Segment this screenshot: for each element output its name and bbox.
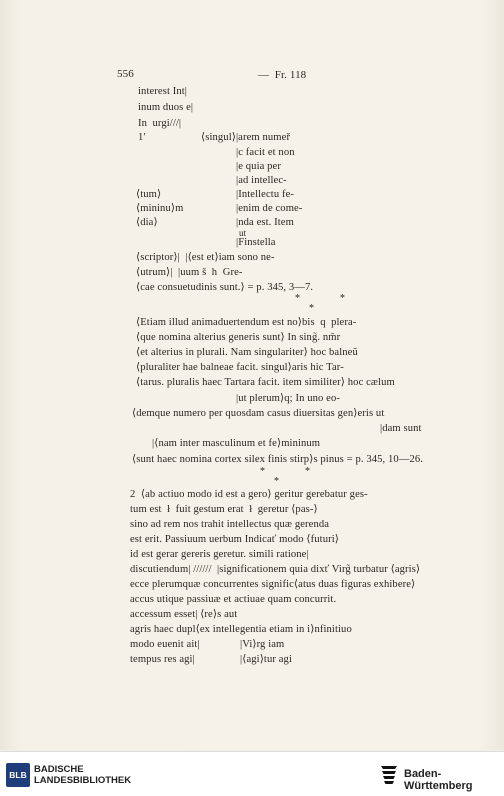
text-line: ecce plerumquæ concurrentes signific⟨atus duas figuras exhibere⟩ (130, 579, 416, 590)
baden-wuerttemberg-coat-of-arms-icon (378, 762, 400, 788)
text-line: ⟨utrum⟩| |uum š h Gre- (136, 267, 243, 278)
library-name-line1: BADISCHE (34, 764, 84, 775)
state-label: Baden-Württemberg (404, 768, 473, 792)
text-line: |dam sunt (380, 423, 422, 434)
text-line: accessum esset| ⟨re⟩s aut (130, 609, 238, 620)
text-line: inum duos e| (138, 102, 194, 113)
section-stars: * (274, 476, 285, 487)
text-line: sino ad rem nos trahit intellectus quæ gerenda (130, 519, 330, 530)
text-line: ut (239, 228, 247, 238)
text-line: |ut plerum⟩q; In uno eo- (236, 393, 340, 404)
text-line: discutiendum| ////// |significationem quia dixť Virg̃ turbatur ⟨agris⟩ (130, 564, 421, 575)
text-line: tempus res agi| (130, 654, 195, 665)
text-line: ⟨scriptor⟩| |⟨est et⟩iam sono ne- (136, 252, 275, 263)
text-line: |Vi⟩rg iam (240, 639, 285, 650)
text-line: ⟨pluraliter hae balneae facit. singul⟩aris hic Tar- (136, 362, 344, 373)
text-line: ⟨que nomina alterius generis sunt⟩ In sing̃. nm̃r (136, 332, 341, 343)
text-line: ⟨dia⟩ (136, 217, 158, 228)
library-name-line2: LANDESBIBLIOTHEK (34, 775, 132, 786)
text-line: est erit. Passiuum uerbum Indicať modo ⟨futuri⟩ (130, 534, 340, 545)
section-stars: * (309, 303, 320, 314)
text-line: ⟨singul⟩|arem numeř (201, 132, 291, 143)
text-line: ⟨mininu⟩m (136, 203, 184, 214)
text-line: |nda est. Item (236, 217, 294, 228)
text-line: In urgi///| (138, 118, 182, 129)
blb-logo[interactable]: BLB (6, 763, 30, 787)
text-line: id est gerar gereris geretur. simili ratione| (130, 549, 309, 560)
text-line: accus utique passiuæ et actiuae quam concurrit. (130, 594, 337, 605)
text-line: |⟨agi⟩tur agi (240, 654, 292, 665)
text-line: ⟨cae consuetudinis sunt.⟩ = p. 345, 3—7. (136, 282, 314, 293)
footer-bar (0, 751, 504, 796)
text-line: 2 ⟨ab actiuo modo id est a gero⟩ geritur gerebatur ges- (130, 489, 368, 500)
text-line: interest Int| (138, 86, 188, 97)
section-stars: * * (295, 293, 351, 304)
text-line: ⟨tarus. pluralis haec Tartara facit. item similiter⟩ hoc cælum (136, 377, 395, 388)
text-line: 1ʹ (138, 132, 146, 143)
text-line: |Finstella (236, 237, 276, 248)
text-line: |c facit et non (236, 147, 295, 158)
text-line: |e quia per (236, 161, 281, 172)
text-line: ⟨Etiam illud animaduertendum est no⟩bis q plera- (136, 317, 357, 328)
text-line: ⟨tum⟩ (136, 189, 162, 200)
text-line: ⟨demque numero per quosdam casus diuersitas gen⟩eris ut (132, 408, 385, 419)
text-line: ⟨sunt haec nomina cortex silex finis stirp⟩s pinus = p. 345, 10—26. (132, 454, 424, 465)
text-line: |Intellectu fe- (236, 189, 295, 200)
text-line: ⟨et alterius in plurali. Nam singulariter⟩ hoc balneũ (136, 347, 358, 358)
text-line: agris haec dupl⟨ex intellegentia etiam in i⟩nfinitiuo (130, 624, 352, 635)
text-line: tum est ł fuit gestum erat ł geretur ⟨pas-⟩ (130, 504, 318, 515)
text-line: |⟨nam inter masculinum et fe⟩mininum (152, 438, 321, 449)
page-number: 556 (117, 68, 134, 80)
library-name (34, 764, 131, 786)
text-line: |ad intellec- (236, 175, 287, 186)
section-stars: * * (260, 466, 316, 477)
text-line: modo euenit ait| (130, 639, 200, 650)
running-head: — Fr. 118 (258, 69, 307, 81)
text-line: |enim de come- (236, 203, 303, 214)
